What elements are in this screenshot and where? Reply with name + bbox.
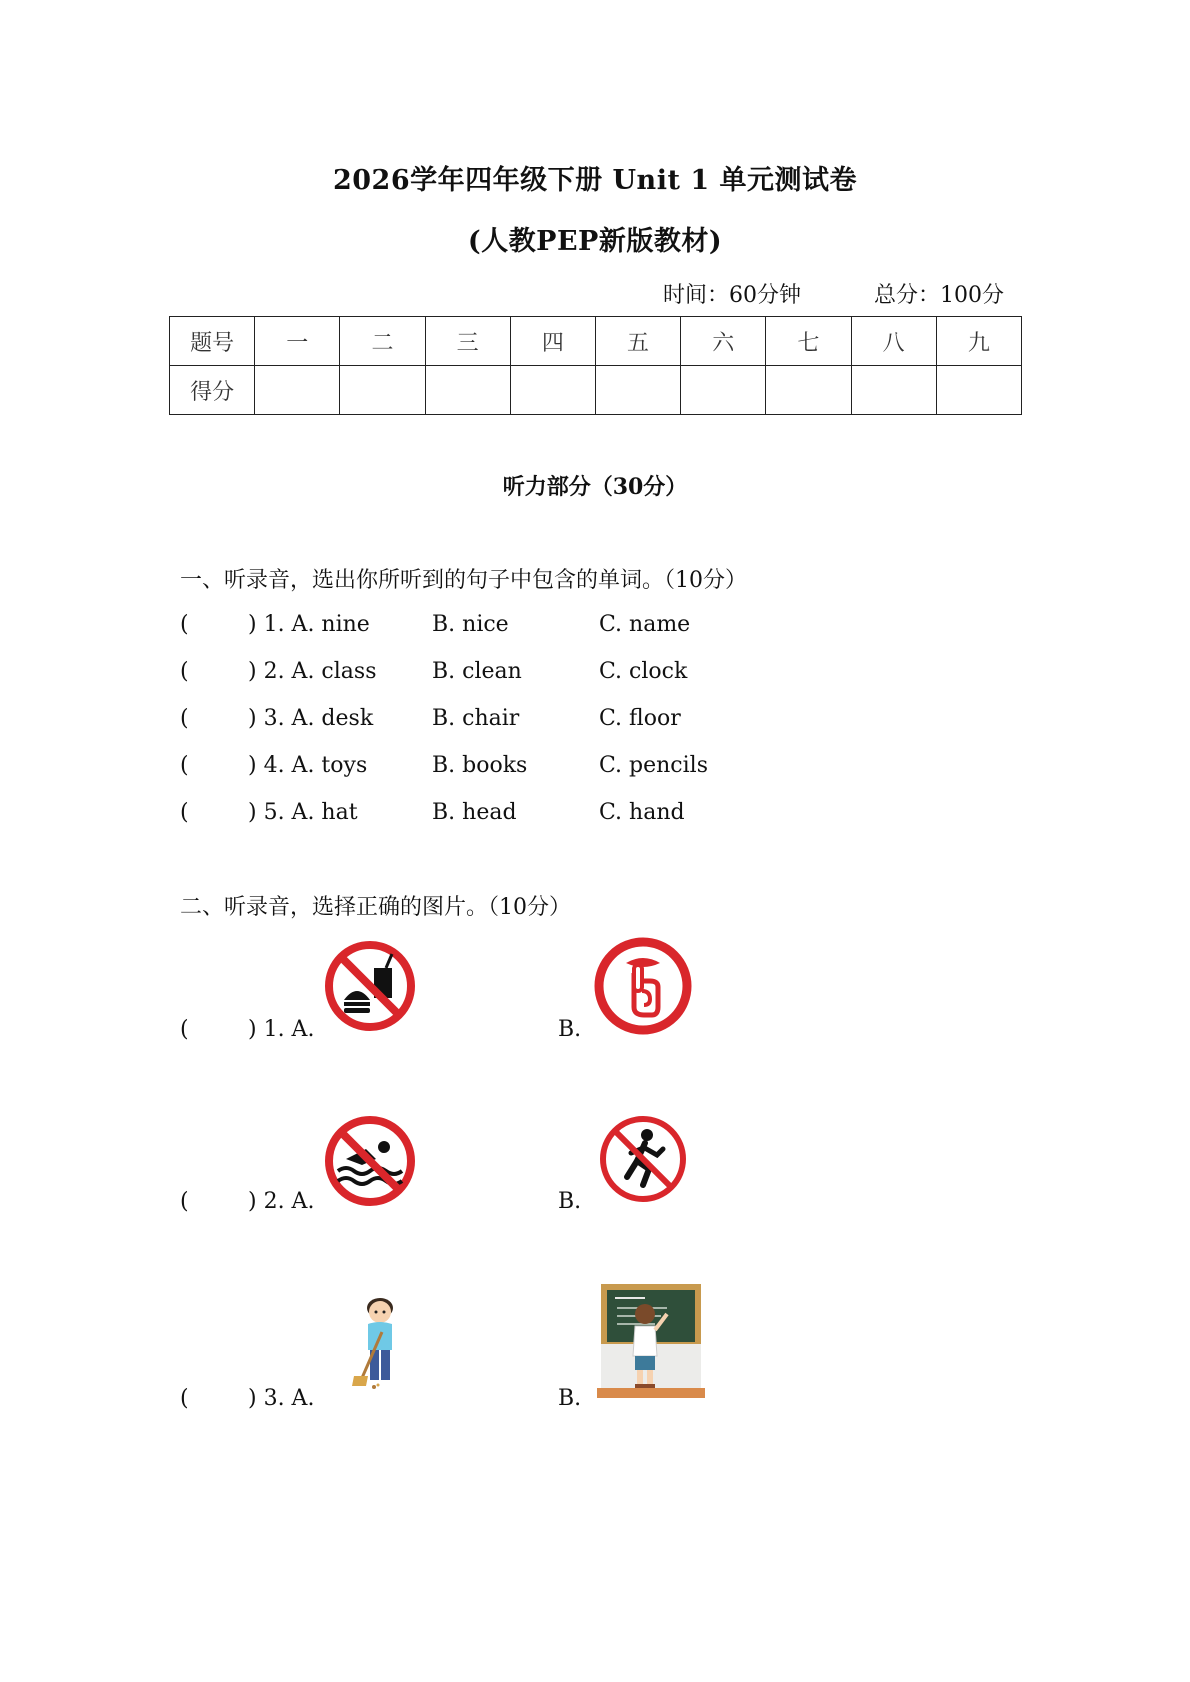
score-table-cell: 三 [425, 317, 510, 366]
score-input-cell[interactable] [766, 366, 851, 415]
list-item [0, 753, 1190, 783]
score-input-cell[interactable] [681, 366, 766, 415]
no-running-sign-icon[interactable] [597, 1113, 689, 1205]
option-c: C. hand [599, 800, 685, 825]
score-table-cell: 八 [851, 317, 936, 366]
option-b: B. nice [432, 612, 509, 637]
option-b: B. clean [432, 659, 522, 684]
answer-bracket[interactable]: ( [180, 1017, 189, 1042]
score-input-cell[interactable] [340, 366, 425, 415]
score-table-cell: 九 [936, 317, 1021, 366]
option-a: ) 3. A. [248, 1386, 315, 1411]
list-item [0, 800, 1190, 830]
score-input-cell[interactable] [510, 366, 595, 415]
score-table-cell: 六 [681, 317, 766, 366]
quiet-sign-icon[interactable] [592, 935, 694, 1037]
score-table-header-row [170, 317, 1022, 366]
exam-title: 2026学年四年级下册 Unit 1 单元测试卷 [332, 165, 858, 196]
option-a: ) 3. A. desk [248, 706, 374, 731]
answer-bracket[interactable]: ( [180, 800, 189, 825]
option-c: C. floor [599, 706, 681, 731]
answer-bracket[interactable]: ( [180, 1189, 189, 1214]
score-input-cell[interactable] [595, 366, 680, 415]
time-limit: 时间：60分钟 [663, 283, 801, 308]
exam-subtitle: (人教PEP新版教材) [467, 226, 723, 257]
option-a: ) 1. A. [248, 1017, 315, 1042]
option-b: B. [558, 1386, 582, 1411]
part2-heading: 二、听录音，选择正确的图片。（10分） [180, 895, 571, 920]
list-item [0, 612, 1190, 642]
score-table-cell: 题号 [170, 317, 255, 366]
listening-section-title: 听力部分（30分） [502, 474, 688, 500]
option-c: C. clock [599, 659, 688, 684]
score-table-cell: 四 [510, 317, 595, 366]
score-input-cell[interactable] [425, 366, 510, 415]
list-item [0, 1386, 1190, 1416]
answer-bracket[interactable]: ( [180, 706, 189, 731]
score-table-cell: 一 [255, 317, 340, 366]
option-b: B. [558, 1017, 582, 1042]
score-table-cell: 七 [766, 317, 851, 366]
score-table-score-row [170, 366, 1022, 415]
option-a: ) 4. A. toys [248, 753, 368, 778]
no-food-drink-sign-icon[interactable] [322, 938, 418, 1034]
score-input-cell[interactable] [936, 366, 1021, 415]
boy-at-blackboard-illustration[interactable] [597, 1284, 705, 1402]
option-c: C. pencils [599, 753, 708, 778]
total-score: 总分：100分 [874, 283, 1004, 308]
option-b: B. head [432, 800, 517, 825]
no-swimming-sign-icon[interactable] [322, 1113, 418, 1209]
answer-bracket[interactable]: ( [180, 753, 189, 778]
score-table-cell: 五 [595, 317, 680, 366]
option-a: ) 5. A. hat [248, 800, 358, 825]
score-table [169, 316, 1022, 415]
answer-bracket[interactable]: ( [180, 612, 189, 637]
list-item [0, 659, 1190, 689]
score-input-cell[interactable] [851, 366, 936, 415]
option-c: C. name [599, 612, 691, 637]
option-b: B. chair [432, 706, 520, 731]
answer-bracket[interactable]: ( [180, 659, 189, 684]
score-table-cell: 二 [340, 317, 425, 366]
boy-sweeping-floor-illustration[interactable] [348, 1292, 408, 1392]
option-b: B. [558, 1189, 582, 1214]
answer-bracket[interactable]: ( [180, 1386, 189, 1411]
list-item [0, 1189, 1190, 1219]
part1-heading: 一、听录音，选出你所听到的句子中包含的单词。（10分） [180, 568, 747, 593]
option-b: B. books [432, 753, 528, 778]
option-a: ) 2. A. class [248, 659, 377, 684]
score-input-cell[interactable] [255, 366, 340, 415]
option-a: ) 1. A. nine [248, 612, 370, 637]
list-item [0, 706, 1190, 736]
score-table-cell: 得分 [170, 366, 255, 415]
option-a: ) 2. A. [248, 1189, 315, 1214]
